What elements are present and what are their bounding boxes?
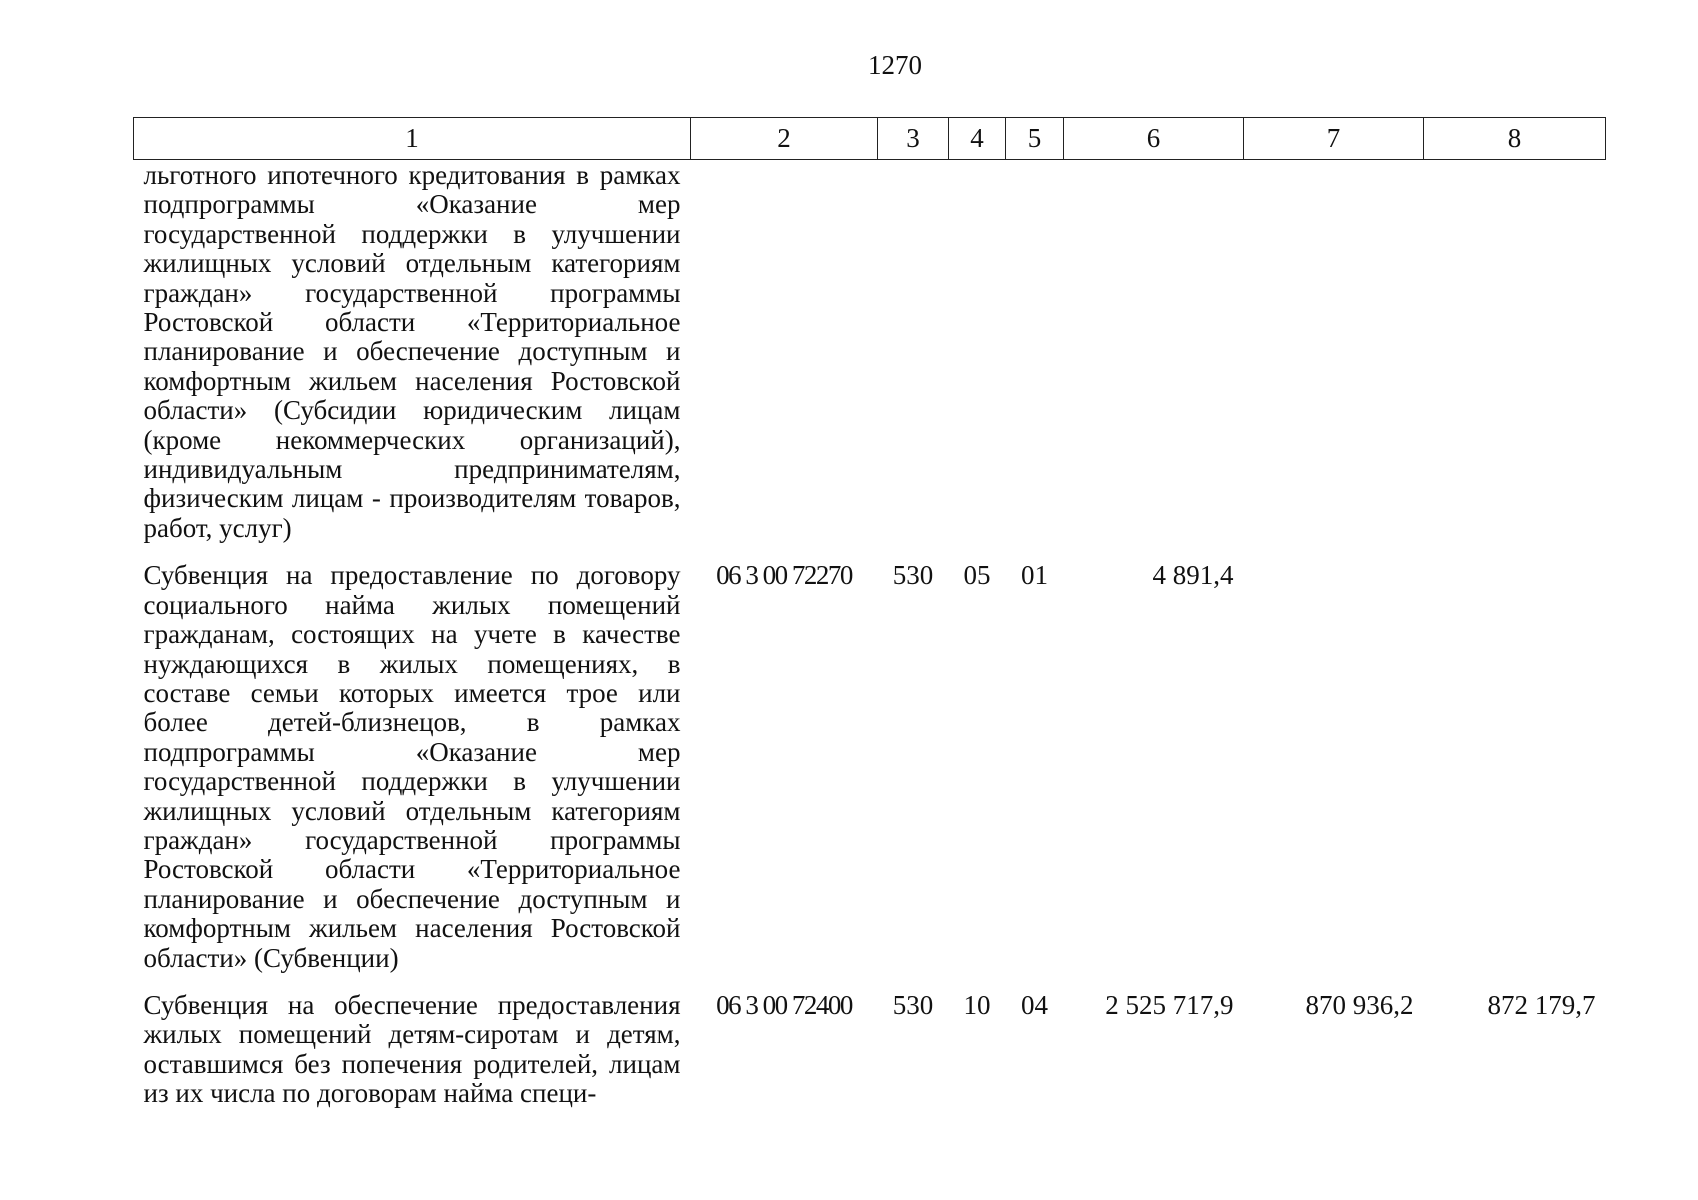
table-body [134,160,1606,1127]
amount-col-6: 4 891,4 [1152,560,1234,591]
amount-col-8 [1424,561,1606,991]
section-code: 10 [963,989,991,1020]
subsection-code [1006,160,1064,562]
amount-col-7: 870 936,2 [1305,989,1414,1020]
budget-table [133,117,1606,1127]
amount-col-6: 2 525 717,9 [1105,989,1234,1020]
header-col-6: 6 [1064,118,1244,160]
header-col-1: 1 [134,118,691,160]
target-code: 06 3 00 72400 [716,989,852,1020]
header-col-2: 2 [691,118,878,160]
expense-type [878,160,949,562]
description-text: Субвенция на обеспечение предоставления жилых помещений детям-сиротам и детям, оставшимся без попечения родителей, лицам из их числа по договорам найма специ- [143,989,681,1109]
subsection-code: 04 [1021,989,1048,1020]
header-col-8: 8 [1424,118,1606,160]
header-col-5: 5 [1006,118,1064,160]
row-description [134,160,691,562]
amount-col-8: 872 179,7 [1487,989,1596,1020]
amount-col-7 [1244,160,1424,562]
table-header [134,118,1606,160]
subsection-code: 01 [1021,560,1048,591]
table-row [134,160,1606,562]
amount-col-7 [1244,561,1424,991]
table-row [134,991,1606,1127]
header-row [134,118,1606,160]
amount-col-6 [1064,160,1244,562]
row-description [134,991,691,1127]
section-code: 05 [963,560,991,591]
header-col-4: 4 [949,118,1006,160]
description-text: Субвенция на предоставление по договору социального найма жилых помещений гражданам, состоящих на учете в качестве нуждающихся в жилых помещениях, в составе семьи которых имеется трое или более детей-близнецов, в рамках подпрограммы «Оказание мер государственной поддержки в улучшении жилищных условий отдельным категориям граждан» государственной программы Ростовской области «Территориальное планирование и обеспечение доступным и комфортным жильем населения Ростовской области» (Субвенции) [143,560,681,973]
description-text: льготного ипотечного кредитования в рамках подпрограммы «Оказание мер государственной поддержки в улучшении жилищных условий отдельным категориям граждан» государственной программы Ростовской области «Территориальное планирование и обеспечение доступным и комфортным жильем населения Ростовской области» (Субсидии юридическим лицам (кроме некоммерческих организаций), индивидуальным предпринимателям, физическим лицам - производителям товаров, работ, услуг) [143,160,681,543]
row-description [134,561,691,991]
header-col-7: 7 [1244,118,1424,160]
header-col-3: 3 [878,118,949,160]
target-code [691,160,878,562]
expense-type: 530 [892,989,934,1020]
table-row [134,561,1606,991]
section-code [949,160,1006,562]
page-number: 1270 [868,50,922,80]
amount-col-8 [1424,160,1606,562]
target-code: 06 3 00 72270 [716,560,852,591]
expense-type: 530 [892,560,934,591]
